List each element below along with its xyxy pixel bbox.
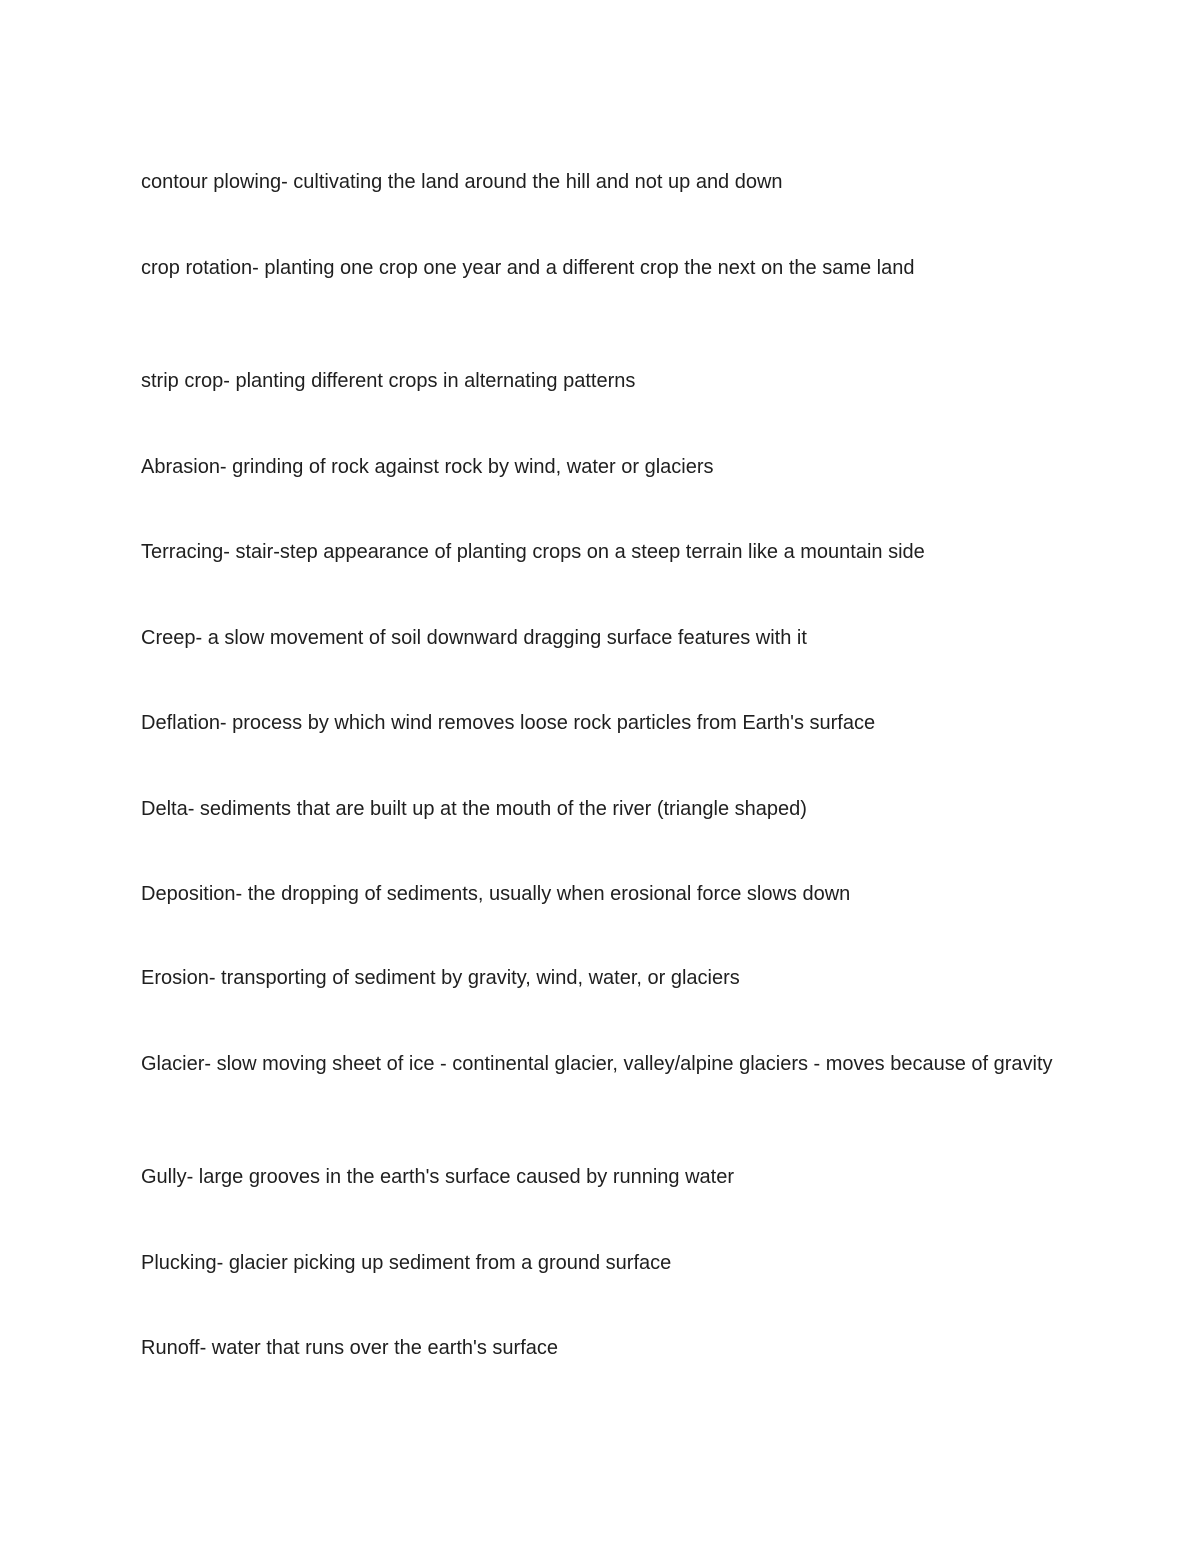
definition-gully: Gully- large grooves in the earth's surface caused by running water <box>141 1166 735 1188</box>
definition-glacier: Glacier- slow moving sheet of ice - continental glacier, valley/alpine glaciers - moves because of gravity <box>141 1053 1053 1075</box>
definition-crop-rotation: crop rotation- planting one crop one year and a different crop the next on the same land <box>141 257 915 279</box>
definition-contour-plowing: contour plowing- cultivating the land around the hill and not up and down <box>141 171 783 193</box>
definition-deflation: Deflation- process by which wind removes loose rock particles from Earth's surface <box>141 712 876 734</box>
definition-delta: Delta- sediments that are built up at the mouth of the river (triangle shaped) <box>141 798 807 820</box>
definition-strip-crop: strip crop- planting different crops in alternating patterns <box>141 370 636 392</box>
definition-deposition: Deposition- the dropping of sediments, usually when erosional force slows down <box>141 883 851 905</box>
definition-creep: Creep- a slow movement of soil downward dragging surface features with it <box>141 627 807 649</box>
definition-runoff: Runoff- water that runs over the earth's surface <box>141 1337 558 1359</box>
definition-abrasion: Abrasion- grinding of rock against rock by wind, water or glaciers <box>141 456 714 478</box>
definition-terracing: Terracing- stair-step appearance of planting crops on a steep terrain like a mountain side <box>141 541 925 563</box>
definition-erosion: Erosion- transporting of sediment by gravity, wind, water, or glaciers <box>141 967 740 989</box>
definition-plucking: Plucking- glacier picking up sediment from a ground surface <box>141 1252 672 1274</box>
